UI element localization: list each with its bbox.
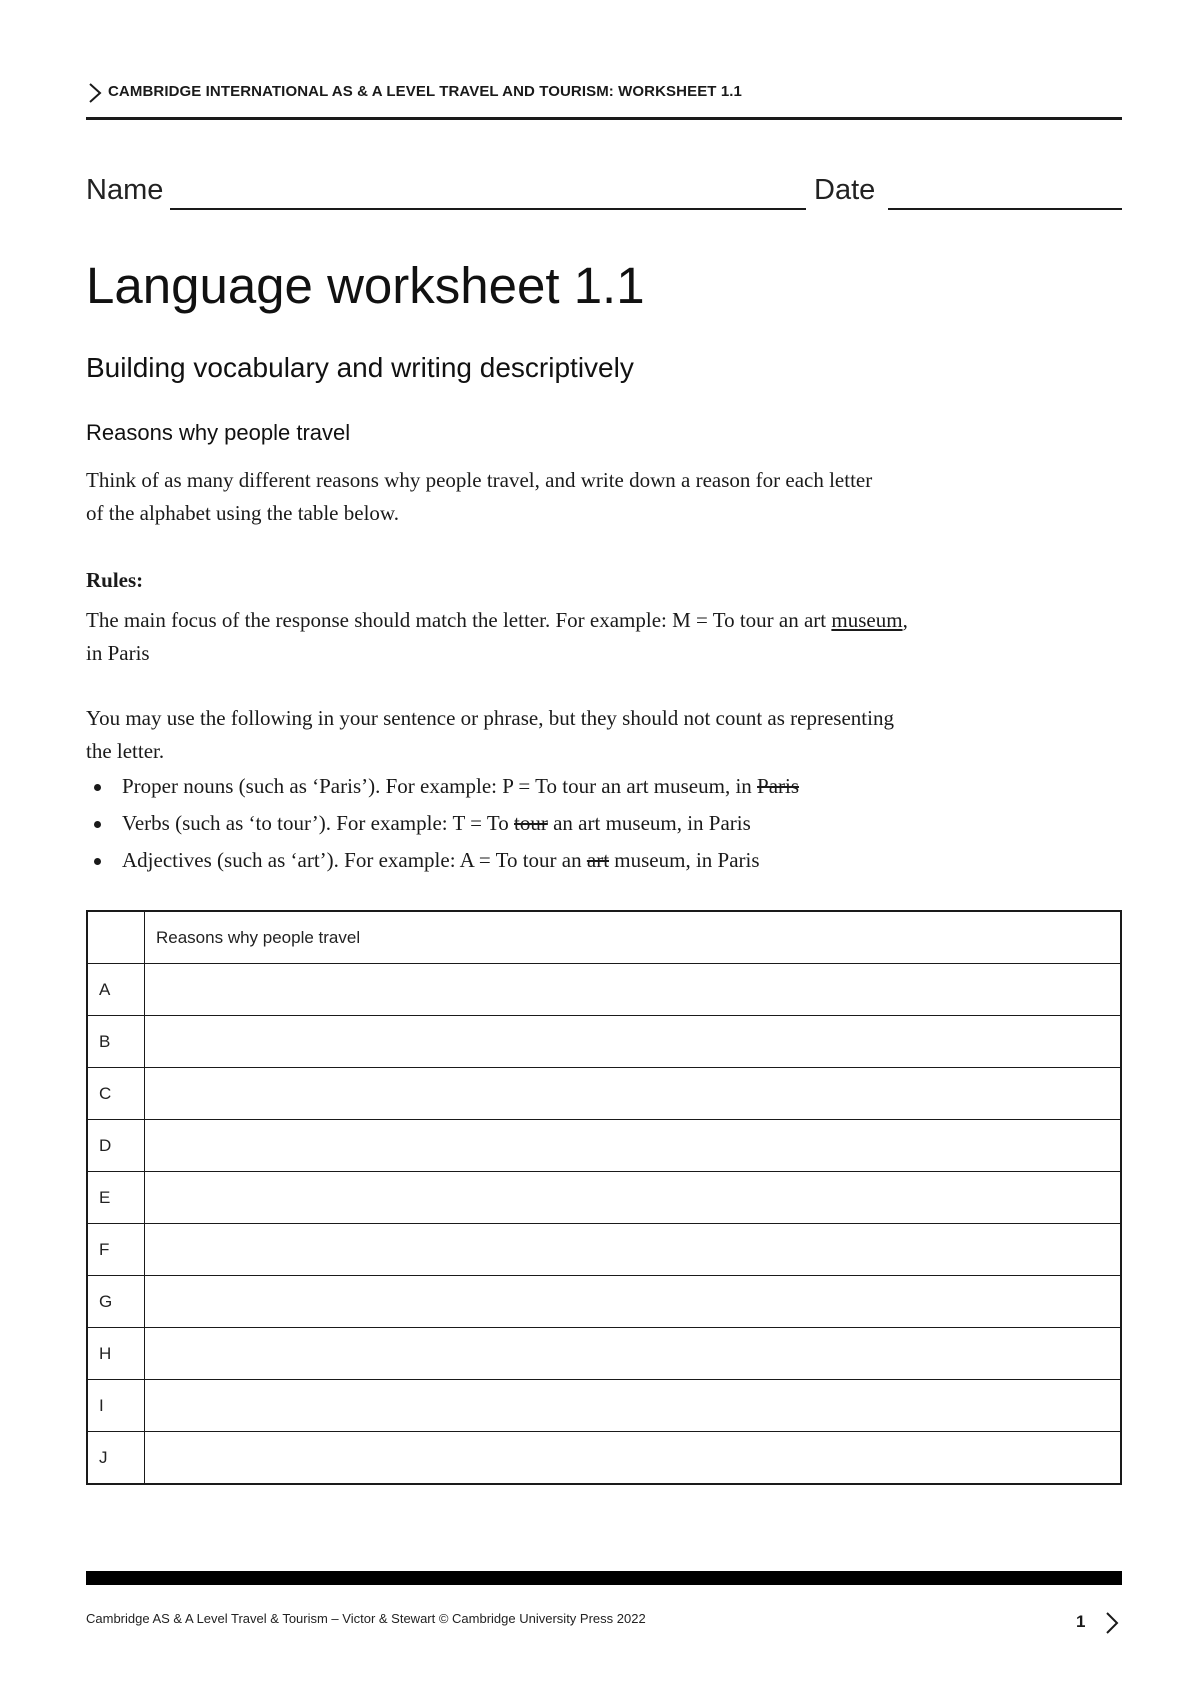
row-letter: I [87, 1380, 145, 1432]
bullet-icon [94, 784, 101, 791]
table-row [87, 1432, 1121, 1485]
footer-copyright: Cambridge AS & A Level Travel & Tourism – Victor & Stewart © Cambridge University Press 2022 [86, 1611, 646, 1626]
header-cell-reasons: Reasons why people travel [145, 911, 1122, 964]
bullet-icon [94, 821, 101, 828]
reason-cell[interactable] [145, 1432, 1122, 1485]
main-focus-suffix: , [902, 608, 908, 632]
row-letter: A [87, 964, 145, 1016]
intro-line-1: Think of as many different reasons why people travel, and write down a reason for each letter [86, 468, 873, 492]
row-letter: G [87, 1276, 145, 1328]
reason-cell[interactable] [145, 1068, 1122, 1120]
bullet-marked-word: art [586, 848, 610, 872]
reason-cell[interactable] [145, 1224, 1122, 1276]
bullet-verbs [86, 807, 1122, 844]
bullet-icon [94, 858, 101, 865]
date-field[interactable] [888, 208, 1122, 210]
intro-paragraph [86, 464, 1122, 530]
main-focus-prefix: The main focus of the response should match the letter. For example: M = To tour an art [86, 608, 832, 632]
rules-bullet-list [86, 770, 1122, 881]
name-label: Name [86, 174, 164, 206]
worksheet-page [86, 0, 1122, 1696]
row-letter: E [87, 1172, 145, 1224]
page-number: 1 [1076, 1612, 1086, 1631]
row-letter: H [87, 1328, 145, 1380]
table-row [87, 1016, 1121, 1068]
name-date-row [86, 174, 1122, 214]
footer-divider [86, 1571, 1122, 1585]
rules-label: Rules: [86, 568, 144, 592]
chevron-right-icon [86, 82, 104, 104]
bullet-marked-word: tour [514, 811, 548, 835]
bullet-text: Proper nouns (such as ‘Paris’). For example: P = To tour an art museum, in [122, 774, 758, 798]
bullet-proper-nouns [86, 770, 1122, 807]
bullet-suffix: museum, in Paris [609, 848, 760, 872]
header-title: CAMBRIDGE INTERNATIONAL AS & A LEVEL TRAVEL AND TOURISM: WORKSHEET 1.1 [108, 83, 742, 100]
bullet-text: Verbs (such as ‘to tour’). For example: T = To [122, 811, 515, 835]
reason-cell[interactable] [145, 1016, 1122, 1068]
reason-cell[interactable] [145, 1120, 1122, 1172]
reason-cell[interactable] [145, 1328, 1122, 1380]
table-row [87, 1068, 1121, 1120]
row-letter: C [87, 1068, 145, 1120]
bullet-text: Adjectives (such as ‘art’). For example: A = To tour an [122, 848, 587, 872]
main-focus-line-1 [86, 604, 1122, 637]
bullet-adjectives [86, 844, 1122, 881]
bullet-suffix: an art museum, in Paris [547, 811, 751, 835]
may-use-line-2: the letter. [86, 739, 165, 763]
table-row [87, 1328, 1121, 1380]
date-label: Date [814, 174, 876, 206]
may-use-paragraph [86, 702, 1122, 768]
row-letter: D [87, 1120, 145, 1172]
main-focus-paragraph [86, 604, 1122, 670]
row-letter: F [87, 1224, 145, 1276]
reasons-table [86, 910, 1122, 1485]
table-header-row [87, 911, 1121, 964]
main-focus-underlined: museum [831, 608, 903, 632]
page-subtitle: Building vocabulary and writing descriptively [86, 352, 634, 383]
header-cell-letter [87, 911, 145, 964]
reason-cell[interactable] [145, 964, 1122, 1016]
table-row [87, 1224, 1121, 1276]
table-row [87, 1276, 1121, 1328]
table-row [87, 1120, 1121, 1172]
section-heading: Reasons why people travel [86, 420, 351, 445]
intro-line-2: of the alphabet using the table below. [86, 501, 399, 525]
page-title: Language worksheet 1.1 [86, 257, 645, 314]
row-letter: J [87, 1432, 145, 1485]
chevron-right-icon[interactable] [1104, 1610, 1120, 1636]
name-field[interactable] [170, 208, 806, 210]
page-header [86, 82, 1122, 120]
may-use-line-1: You may use the following in your sentence or phrase, but they should not count as representing [86, 706, 894, 730]
bullet-marked-word: Paris [757, 774, 800, 798]
table-row [87, 1380, 1121, 1432]
row-letter: B [87, 1016, 145, 1068]
reason-cell[interactable] [145, 1276, 1122, 1328]
reason-cell[interactable] [145, 1172, 1122, 1224]
table-row [87, 1172, 1121, 1224]
table-row [87, 964, 1121, 1016]
reason-cell[interactable] [145, 1380, 1122, 1432]
main-focus-line-2: in Paris [86, 641, 150, 665]
